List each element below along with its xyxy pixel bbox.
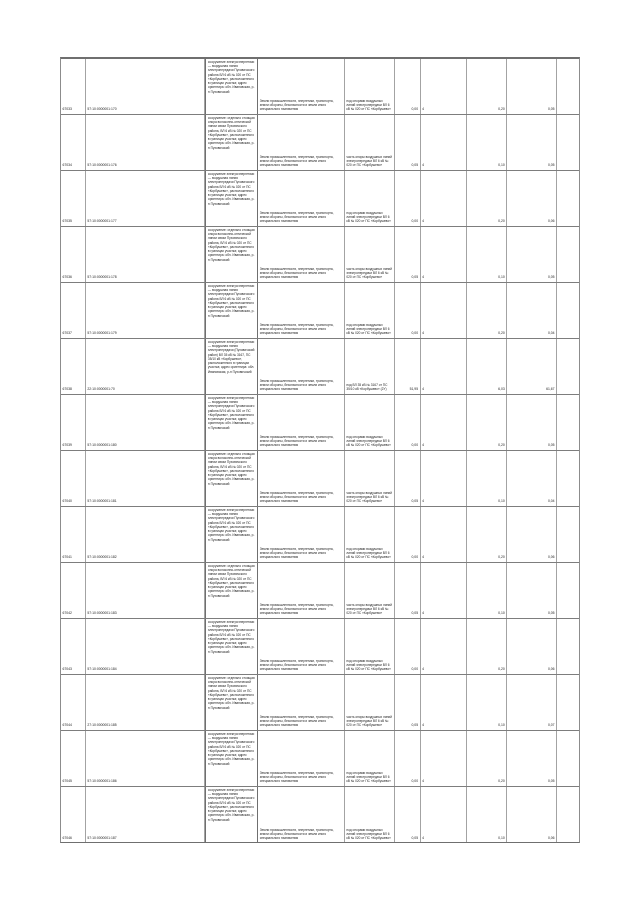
value-cell-1: 0,20 xyxy=(467,59,507,114)
land-category-cell: Земли промышленности, энергетики, транспорта, земли обороны, безопасности и земли иного специального назначения xyxy=(258,339,345,394)
area-cell: 0,05 xyxy=(395,675,421,730)
land-category-cell: Земли промышленности, энергетики, транспорта, земли обороны, безопасности и земли иного специального назначения xyxy=(258,507,345,562)
object-description-cell: сооружение электроэнергетики — воздушная линия электропередачи Пуховичского района ВЛ 6 кВ № 020 от ПС «Корбушево», расположенного в границах участка; адрес ориентира: обл. Ивановская, р-н Пуховичский xyxy=(205,171,258,226)
blank-cell xyxy=(557,395,579,450)
blank-cell xyxy=(557,283,579,338)
parcel-number-cell: 67044 xyxy=(61,675,86,730)
permitted-use-cell: под опорами воздушных линий электропередачи ВЛ 6 кВ № 020 от ПС «Корбушево» xyxy=(345,395,395,450)
land-category-cell: Земли промышленности, энергетики, транспорта, земли обороны, безопасности и земли иного специального назначения xyxy=(258,283,345,338)
value-cell-2: 0,05 xyxy=(507,563,557,618)
area-cell: 0,05 xyxy=(395,563,421,618)
object-description-cell: сооружение: отдельно стоящая опора волоконно-оптической линии связи Пуховичского района, ВЛ 6 кВ № 020 от ПС «Корбушево», расположенного в границах участка; адрес ориентира: обл. Ивановская, р-н Пуховичский xyxy=(205,675,258,730)
table-row xyxy=(61,115,579,171)
permitted-use-cell: под опорами воздушных линий электропередачи ВЛ 6 кВ № 020 от ПС «Корбушево» xyxy=(345,507,395,562)
value-cell-2: 0,06 xyxy=(507,619,557,674)
blank-cell xyxy=(557,115,579,170)
value-cell-1: 0,20 xyxy=(467,731,507,786)
land-category-cell: Земли промышленности, энергетики, транспорта, земли обороны, безопасности и земли иного специального назначения xyxy=(258,731,345,786)
permitted-use-cell: под ВЛ 35 кВ № 3167 от ПС 35/10 кВ «Корбушево» (2У) xyxy=(345,339,395,394)
supports-count-cell: 4 xyxy=(421,731,468,786)
land-category-cell: Земли промышленности, энергетики, транспорта, земли обороны, безопасности и земли иного специального назначения xyxy=(258,227,345,282)
value-cell-2: 0,06 xyxy=(507,507,557,562)
table-row xyxy=(61,731,579,787)
value-cell-1: 0,10 xyxy=(467,563,507,618)
area-cell: 0,00 xyxy=(395,731,421,786)
supports-count-cell: 4 xyxy=(421,283,468,338)
object-description-cell: сооружение электроэнергетики — воздушная линия электропередачи Пуховичского района ВЛ 6 кВ № 020 от ПС «Корбушево», расположенного в границах участка; адрес ориентира: обл. Ивановская, р-н Пуховичский xyxy=(205,395,258,450)
blank-cell xyxy=(557,619,579,674)
land-category-cell: Земли промышленности, энергетики, транспорта, земли обороны, безопасности и земли иного специального назначения xyxy=(258,675,345,730)
parcel-number-cell: 67040 xyxy=(61,451,86,506)
table-row xyxy=(61,59,579,115)
object-description-cell: сооружение электроэнергетики — воздушная линия электропередачи Пуховичского района ВЛ 6 кВ № 020 от ПС «Корбушево», расположенного в границах участка; адрес ориентира: обл. Ивановская, р-н Пуховичский xyxy=(205,787,258,843)
table-row xyxy=(61,339,579,395)
area-cell: 0,05 xyxy=(395,227,421,282)
land-category-cell: Земли промышленности, энергетики, транспорта, земли обороны, безопасности и земли иного специального назначения xyxy=(258,171,345,226)
table-row xyxy=(61,619,579,675)
permitted-use-cell: под опорами воздушных линий электропередачи ВЛ 6 кВ № 020 от ПС «Корбушево» xyxy=(345,731,395,786)
value-cell-1: 0,20 xyxy=(467,507,507,562)
table-row xyxy=(61,675,579,731)
area-cell: 0,00 xyxy=(395,171,421,226)
land-category-cell: Земли промышленности, энергетики, транспорта, земли обороны, безопасности и земли иного специального назначения xyxy=(258,395,345,450)
parcel-number-cell: 67046 xyxy=(61,787,86,843)
area-cell: 0,00 xyxy=(395,619,421,674)
cadastral-number-cell: 57:10:0000001:178 xyxy=(86,227,206,282)
permitted-use-cell: часть опоры воздушных линий электропередачи ВЛ 6 кВ № 020 от ПС «Корбушево» xyxy=(345,115,395,170)
supports-count-cell: 4 xyxy=(421,451,468,506)
land-category-cell: Земли промышленности, энергетики, транспорта, земли обороны, безопасности и земли иного специального назначения xyxy=(258,787,345,843)
supports-count-cell: 4 xyxy=(421,675,468,730)
parcel-number-cell: 67034 xyxy=(61,115,86,170)
area-cell: 0,00 xyxy=(395,283,421,338)
permitted-use-cell: под опорами воздушных линий электропередачи ВЛ 6 кВ № 020 от ПС «Корбушево» xyxy=(345,619,395,674)
value-cell-2: 0,05 xyxy=(507,59,557,114)
object-description-cell: сооружение электроэнергетики — воздушная линия электропередачи Пуховичского района ВЛ 6 кВ № 020 от ПС «Корбушево», расположенного в границах участка; адрес ориентира: обл. Ивановская, р-н Пуховичский xyxy=(205,283,258,338)
blank-cell xyxy=(557,731,579,786)
supports-count-cell: 4 xyxy=(421,115,468,170)
value-cell-2: 0,04 xyxy=(507,283,557,338)
supports-count-cell: 4 xyxy=(421,507,468,562)
object-description-cell: сооружение: отдельно стоящая опора волоконно-оптической линии связи Пуховичского района, ВЛ 6 кВ № 020 от ПС «Корбушево», расположенного в границах участка; адрес ориентира: обл. Ивановская, р-н Пуховичский xyxy=(205,451,258,506)
blank-cell xyxy=(557,59,579,114)
blank-cell xyxy=(557,675,579,730)
value-cell-2: 0,05 xyxy=(507,115,557,170)
value-cell-2: 0,05 xyxy=(507,731,557,786)
cadastral-number-cell: 57:10:0000001:182 xyxy=(86,507,206,562)
permitted-use-cell: под опорами воздушных линий электропередачи ВЛ 6 кВ № 020 от ПС «Корбушево» xyxy=(345,787,395,843)
value-cell-2: 0,07 xyxy=(507,675,557,730)
table-row xyxy=(61,451,579,507)
value-cell-2: 0,04 xyxy=(507,451,557,506)
parcel-number-cell: 67036 xyxy=(61,227,86,282)
supports-count-cell: 4 xyxy=(421,171,468,226)
value-cell-2: 0,05 xyxy=(507,395,557,450)
table-row xyxy=(61,283,579,339)
table-row xyxy=(61,227,579,283)
area-cell: 0,00 xyxy=(395,507,421,562)
permitted-use-cell: часть опоры воздушных линий электропередачи ВЛ 6 кВ № 020 от ПС «Корбушево» xyxy=(345,451,395,506)
permitted-use-cell: под опорами воздушных линий электропередачи ВЛ 6 кВ № 020 от ПС «Корбушево» xyxy=(345,59,395,114)
parcel-number-cell: 67043 xyxy=(61,619,86,674)
supports-count-cell: 4 xyxy=(421,563,468,618)
area-cell: 51,95 xyxy=(395,339,421,394)
permitted-use-cell: часть опоры воздушных линий электропередачи ВЛ 6 кВ № 020 от ПС «Корбушево» xyxy=(345,227,395,282)
land-category-cell: Земли промышленности, энергетики, транспорта, земли обороны, безопасности и земли иного специального назначения xyxy=(258,619,345,674)
cadastral-number-cell: 27:10:0000001:185 xyxy=(86,675,206,730)
cadastral-number-cell: 57:10:0000001:187 xyxy=(86,787,206,843)
parcel-number-cell: 67041 xyxy=(61,507,86,562)
value-cell-2: 0,05 xyxy=(507,227,557,282)
blank-cell xyxy=(557,563,579,618)
value-cell-1: 0,20 xyxy=(467,171,507,226)
land-parcels-table xyxy=(60,57,580,843)
value-cell-1: 0,20 xyxy=(467,619,507,674)
value-cell-1: 0,10 xyxy=(467,787,507,843)
table-row xyxy=(61,563,579,619)
blank-cell xyxy=(557,787,579,843)
parcel-number-cell: 67038 xyxy=(61,339,86,394)
object-description-cell: сооружение электроэнергетики — воздушная линия электропередачи Пуховичского района ВЛ 6 кВ № 020 от ПС «Корбушево», расположенного в границах участка; адрес ориентира: обл. Ивановская, р-н Пуховичский xyxy=(205,731,258,786)
supports-count-cell: 4 xyxy=(421,339,468,394)
area-cell: 0,00 xyxy=(395,395,421,450)
value-cell-1: 0,20 xyxy=(467,283,507,338)
object-description-cell: сооружение: отдельно стоящая опора волоконно-оптической линии связи Пуховичского района, ВЛ 6 кВ № 020 от ПС «Корбушево», расположенного в границах участка; адрес ориентира: обл. Ивановская, р-н Пуховичский xyxy=(205,227,258,282)
area-cell: 0,05 xyxy=(395,115,421,170)
object-description-cell: сооружение: отдельно стоящая опора волоконно-оптической линии связи Пуховичского района, ВЛ 6 кВ № 020 от ПС «Корбушево», расположенного в границах участка; адрес ориентира: обл. Ивановская, р-н Пуховичский xyxy=(205,115,258,170)
value-cell-1: 0,10 xyxy=(467,115,507,170)
parcel-number-cell: 67033 xyxy=(61,59,86,114)
object-description-cell: сооружение электроэнергетики — воздушная линия электропередачи (Пуховичский район) ВЛ 35 кВ № 3167, ПС 35/10 кВ «Корбушево», расположенного в границах участка; адрес ориентира: обл. Ивановская, р-н Пуховичский xyxy=(205,339,258,394)
blank-cell xyxy=(557,171,579,226)
cadastral-number-cell: 57:10:0000001:181 xyxy=(86,451,206,506)
value-cell-2: 61,67 xyxy=(507,339,557,394)
value-cell-1: 0,10 xyxy=(467,675,507,730)
supports-count-cell: 4 xyxy=(421,619,468,674)
parcel-number-cell: 67042 xyxy=(61,563,86,618)
value-cell-2: 0,06 xyxy=(507,171,557,226)
cadastral-number-cell: 57:10:0000001:186 xyxy=(86,731,206,786)
parcel-number-cell: 67037 xyxy=(61,283,86,338)
value-cell-1: 0,10 xyxy=(467,451,507,506)
permitted-use-cell: под опорами воздушных линий электропередачи ВЛ 6 кВ № 020 от ПС «Корбушево» xyxy=(345,283,395,338)
object-description-cell: сооружение электроэнергетики — воздушная линия электропередачи Пуховичского района ВЛ 6 кВ № 020 от ПС «Корбушево», расположенного в границах участка; адрес ориентира: обл. Ивановская, р-н Пуховичский xyxy=(205,507,258,562)
value-cell-1: 0,10 xyxy=(467,227,507,282)
supports-count-cell: 4 xyxy=(421,227,468,282)
table-row xyxy=(61,395,579,451)
cadastral-number-cell: 57:10:0000001:179 xyxy=(86,283,206,338)
table-row xyxy=(61,507,579,563)
blank-cell xyxy=(557,507,579,562)
object-description-cell: сооружение: отдельно стоящая опора волоконно-оптической линии связи Пуховичского района, ВЛ 6 кВ № 020 от ПС «Корбушево», расположенного в границах участка; адрес ориентира: обл. Ивановская, р-н Пуховичский xyxy=(205,563,258,618)
value-cell-2: 0,06 xyxy=(507,787,557,843)
permitted-use-cell: под опорами воздушных линий электропередачи ВЛ 6 кВ № 020 от ПС «Корбушево» xyxy=(345,171,395,226)
cadastral-number-cell: 57:10:0000001:177 xyxy=(86,171,206,226)
supports-count-cell: 4 xyxy=(421,787,468,843)
cadastral-number-cell: 22:10:0000001:70 xyxy=(86,339,206,394)
parcel-number-cell: 67035 xyxy=(61,171,86,226)
area-cell: 0,05 xyxy=(395,787,421,843)
value-cell-1: 6,03 xyxy=(467,339,507,394)
value-cell-1: 0,20 xyxy=(467,395,507,450)
land-category-cell: Земли промышленности, энергетики, транспорта, земли обороны, безопасности и земли иного специального назначения xyxy=(258,115,345,170)
cadastral-number-cell: 57:10:0000001:184 xyxy=(86,619,206,674)
supports-count-cell: 4 xyxy=(421,59,468,114)
permitted-use-cell: часть опоры воздушных линий электропередачи ВЛ 6 кВ № 020 от ПС «Корбушево» xyxy=(345,563,395,618)
table-row xyxy=(61,787,579,843)
object-description-cell: сооружение электроэнергетики — воздушная линия электропередачи Пуховичского района ВЛ 6 кВ № 020 от ПС «Корбушево», расположенного в границах участка; адрес ориентира: обл. Ивановская, р-н Пуховичский xyxy=(205,619,258,674)
permitted-use-cell: часть опоры воздушных линий электропередачи ВЛ 6 кВ № 020 от ПС «Корбушево» xyxy=(345,675,395,730)
object-description-cell: сооружение электроэнергетики — воздушная линия электропередачи Пуховичского района ВЛ 6 кВ № 020 от ПС «Корбушево», расположенного в границах участка; адрес ориентира: обл. Ивановская, р-н Пуховичский xyxy=(205,59,258,114)
land-category-cell: Земли промышленности, энергетики, транспорта, земли обороны, безопасности и земли иного специального назначения xyxy=(258,563,345,618)
cadastral-number-cell: 57:10:0000001:183 xyxy=(86,563,206,618)
blank-cell xyxy=(557,227,579,282)
cadastral-number-cell: 57:10:0000001:176 xyxy=(86,115,206,170)
parcel-number-cell: 67039 xyxy=(61,395,86,450)
area-cell: 0,05 xyxy=(395,451,421,506)
table-row xyxy=(61,171,579,227)
blank-cell xyxy=(557,339,579,394)
cadastral-number-cell: 57:10:0000001:170 xyxy=(86,59,206,114)
area-cell: 0,00 xyxy=(395,59,421,114)
parcel-number-cell: 67045 xyxy=(61,731,86,786)
cadastral-number-cell: 57:10:0000001:180 xyxy=(86,395,206,450)
land-category-cell: Земли промышленности, энергетики, транспорта, земли обороны, безопасности и земли иного специального назначения xyxy=(258,451,345,506)
land-category-cell: Земли промышленности, энергетики, транспорта, земли обороны, безопасности и земли иного специального назначения xyxy=(258,59,345,114)
supports-count-cell: 4 xyxy=(421,395,468,450)
blank-cell xyxy=(557,451,579,506)
